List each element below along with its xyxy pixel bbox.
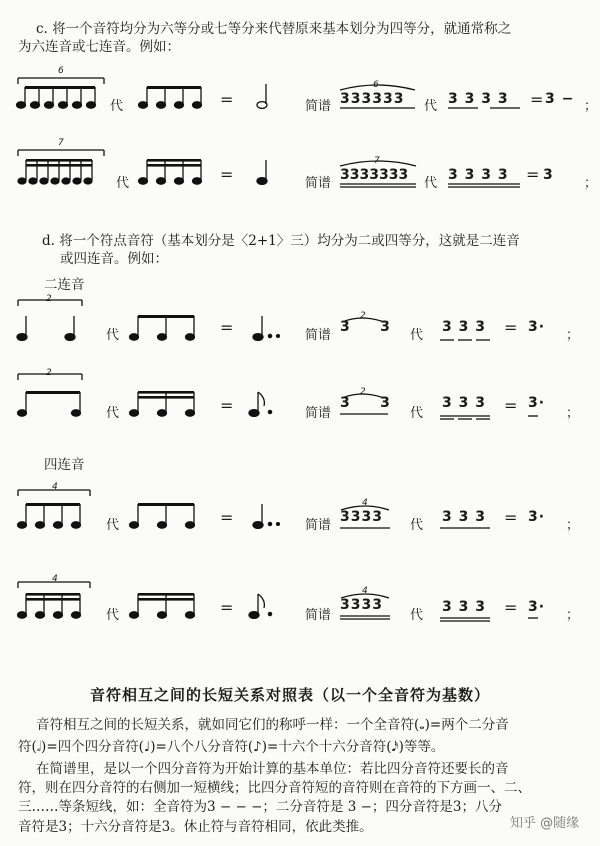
dai-label-2: 代 — [424, 176, 438, 191]
jianpu-result: 3· — [528, 395, 546, 411]
equals-sign: = — [220, 396, 234, 415]
dai-label: 代 — [110, 99, 124, 114]
equals-sign-2: = — [526, 165, 540, 184]
table-title: 音符相互之间的长短关系对照表（以一个全音符为基数） — [90, 686, 491, 704]
jianpu-three-eighths: 3 3 3 — [442, 509, 486, 525]
section-d-line1: d. 将一个符点音符（基本划分是〈2+1〉三）均分为二或四等分，这就是二连音 — [42, 233, 520, 249]
jianpu-result: 3 − — [545, 91, 575, 107]
duplet-number: 2 — [46, 294, 52, 304]
section-d-line2: 或四连音。例如： — [60, 251, 168, 267]
three-sixteenth-notes — [130, 593, 195, 618]
dai-label-2: 代 — [410, 406, 424, 421]
section-c-line2: 为六连音或七连音。例如： — [18, 39, 180, 55]
jianpu-result: 3· — [528, 319, 546, 335]
jianpu-three-sixteenths: 3 3 3 — [442, 395, 486, 411]
semicolon: ； — [566, 328, 580, 343]
dai-label-2: 代 — [410, 328, 424, 343]
equals-sign-2: = — [530, 90, 544, 109]
jianpu-duplet: 3 3 — [340, 395, 391, 411]
jianpu-label: 简谱 — [305, 518, 332, 533]
dai-label: 代 — [106, 406, 120, 421]
semicolon: ； — [566, 518, 580, 533]
jianpu-result: 3· — [528, 599, 546, 615]
jianpu-tuplet-number: 4 — [362, 586, 368, 596]
jianpu-tuplet-number: 2 — [360, 387, 366, 397]
body-p2-line3: 三……等条短线，如：全音符为3 − − −；二分音符是 3 −；四分音符是3；八分 — [18, 799, 502, 815]
watermark: 知乎 @随缘 — [510, 816, 580, 831]
dai-label-2: 代 — [410, 608, 424, 623]
dai-label: 代 — [116, 176, 130, 191]
body-p1-line1: 音符相互之间的长短关系，就如同它们的称呼一样：一个全音符(𝅝)=两个二分音 — [36, 717, 509, 733]
jianpu-three-sixteenths: 3 3 3 — [442, 599, 486, 615]
jianpu-sextuplet: 333333 — [340, 91, 405, 107]
quadruplet-number: 4 — [52, 574, 58, 584]
jianpu-quadruplet: 3333 — [340, 597, 383, 613]
four-sixteenth-notes — [18, 593, 81, 618]
semicolon: ； — [566, 608, 580, 623]
body-p1-line2: 符(𝅗𝅥)=四个四分音符(♩)=八个八分音符(♪)=十六个十六分音符(𝅘𝅥𝅯)等等。 — [18, 739, 445, 755]
equals-sign: = — [220, 165, 234, 184]
dai-label: 代 — [106, 608, 120, 623]
equals-sign-2: = — [504, 318, 518, 337]
equals-sign-2: = — [504, 508, 518, 527]
duplet-heading: 二连音 — [44, 277, 85, 293]
jianpu-four-eighths: 3 3 3 3 — [448, 91, 509, 107]
jianpu-label: 简谱 — [305, 176, 332, 191]
equals-sign: = — [220, 508, 234, 527]
body-p2-line1: 在简谱里，是以一个四分音符为开始计算的基本单位：若比四分音符还要长的音 — [36, 761, 509, 777]
septuplet-number: 7 — [58, 138, 64, 148]
dai-label-2: 代 — [424, 99, 438, 114]
jianpu-label: 简谱 — [305, 608, 332, 623]
semicolon: ； — [584, 176, 598, 191]
jianpu-duplet: 3 3 — [340, 319, 391, 335]
jianpu-tuplet-number: 6 — [373, 80, 379, 90]
dai-label-2: 代 — [410, 518, 424, 533]
dai-label: 代 — [106, 328, 120, 343]
dai-label: 代 — [106, 518, 120, 533]
semicolon: ； — [584, 99, 598, 114]
jianpu-tuplet-number: 2 — [360, 311, 366, 321]
jianpu-three-eighths: 3 3 3 — [442, 319, 486, 335]
quadruplet-number: 4 — [52, 482, 58, 492]
body-p2-line4: 音符是3；十六分音符是3。休止符与音符相同，依此类推。 — [18, 819, 373, 835]
equals-sign: = — [220, 598, 234, 617]
equals-sign: = — [220, 318, 234, 337]
equals-sign-2: = — [504, 396, 518, 415]
equals-sign-2: = — [504, 598, 518, 617]
body-p2-line2: 符，则在四分音符的右侧加一短横线；比四分音符短的音符则在音符的下方画一、二、 — [18, 780, 531, 796]
duplet-number: 2 — [46, 368, 52, 378]
jianpu-quadruplet: 3333 — [340, 509, 383, 525]
jianpu-label: 简谱 — [305, 406, 332, 421]
equals-sign: = — [220, 90, 234, 109]
semicolon: ； — [566, 406, 580, 421]
dotted-eighth-note — [249, 594, 272, 618]
jianpu-tuplet-number: 7 — [374, 156, 380, 166]
jianpu-tuplet-number: 4 — [362, 498, 368, 508]
jianpu-result: 3 — [543, 167, 554, 183]
jianpu-result: 3· — [528, 509, 546, 525]
jianpu-label: 简谱 — [305, 99, 332, 114]
quadruplet-heading: 四连音 — [44, 457, 85, 473]
jianpu-label: 简谱 — [305, 328, 332, 343]
jianpu-septuplet: 3333333 — [340, 167, 409, 183]
sextuplet-number: 6 — [58, 66, 64, 76]
jianpu-four-sixteenths: 3 3 3 3 — [448, 167, 509, 183]
section-c-line1: c. 将一个音符均分为六等分或七等分来代替原来基本划分为四等分，就通常称之 — [36, 21, 512, 37]
